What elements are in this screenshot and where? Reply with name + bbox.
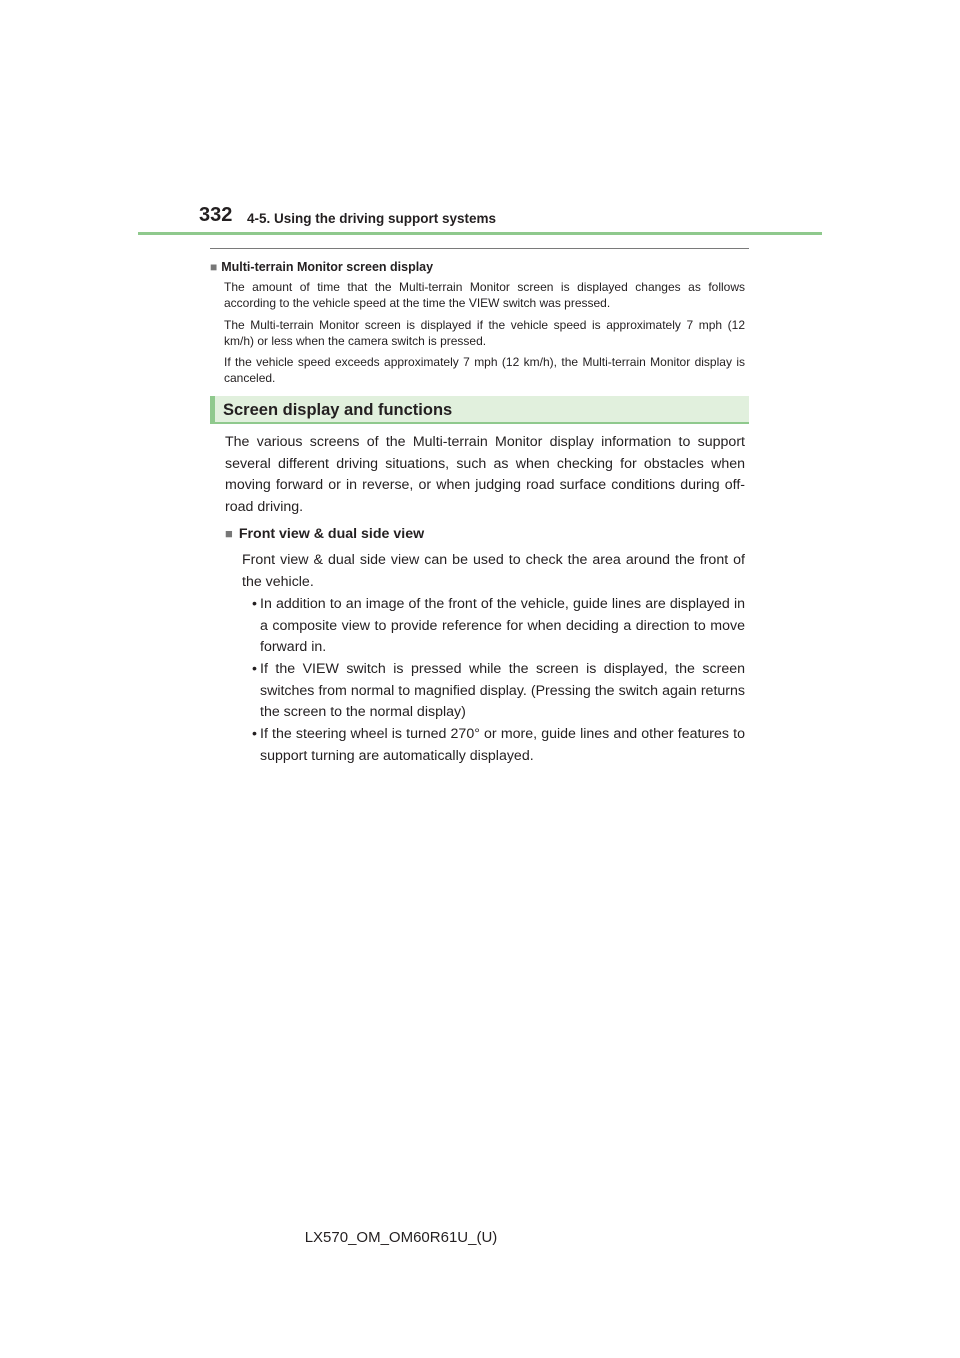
page-number: 332 xyxy=(199,204,233,226)
subsection-title: Front view & dual side view xyxy=(238,526,425,542)
section-intro: The various screens of the Multi-terrain Monitor display information to support several different driving situations, such as when checking for obstacles when moving forward or in reverse, or when judging road surface conditions during off-road driving. xyxy=(225,434,745,516)
note-paragraph-3: If the vehicle speed exceeds approximately 7 mph (12 km/h), the Multi-terrain Monitor display is canceled. xyxy=(224,355,745,385)
section-heading-bar xyxy=(210,396,749,424)
dot-bullet-icon: • xyxy=(252,726,257,742)
dot-bullet-icon: • xyxy=(252,661,257,677)
section-header: 4-5. Using the driving support systems xyxy=(247,211,497,226)
note-heading xyxy=(210,258,433,276)
footer-code: LX570_OM_OM60R61U_(U) xyxy=(304,1229,498,1246)
section-title: Screen display and functions xyxy=(223,401,453,419)
header-divider xyxy=(138,232,822,235)
square-bullet-icon: ■ xyxy=(210,260,218,274)
list-item xyxy=(252,724,745,767)
list-item-text: If the steering wheel is turned 270° or more, guide lines and other features to support turning are automatically displayed. xyxy=(260,726,745,764)
dot-bullet-icon: • xyxy=(252,596,257,612)
list-item-text: In addition to an image of the front of the vehicle, guide lines are displayed in a composite view to provide reference for when deciding a direction to move forward in. xyxy=(260,596,745,656)
subsection-heading xyxy=(225,524,424,544)
footer xyxy=(0,1228,960,1248)
list-item xyxy=(252,594,745,659)
list-item xyxy=(252,659,745,724)
note-divider xyxy=(210,248,749,249)
note-paragraph-1: The amount of time that the Multi-terrain Monitor screen is displayed changes as follows according to the vehicle speed at the time the VIEW switch was pressed. xyxy=(224,280,745,310)
square-bullet-icon: ■ xyxy=(225,526,233,541)
subsection-body: Front view & dual side view can be used to check the area around the front of the vehicle. xyxy=(242,552,745,590)
note-paragraph-2: The Multi-terrain Monitor screen is displayed if the vehicle speed is approximately 7 mph (12 km/h) or less when the camera switch is pressed. xyxy=(224,318,745,348)
list-item-text: If the VIEW switch is pressed while the screen is displayed, the screen switches from normal to magnified display. (Pressing the switch again returns the screen to the normal display) xyxy=(260,661,745,721)
note-title: Multi-terrain Monitor screen display xyxy=(221,260,434,274)
